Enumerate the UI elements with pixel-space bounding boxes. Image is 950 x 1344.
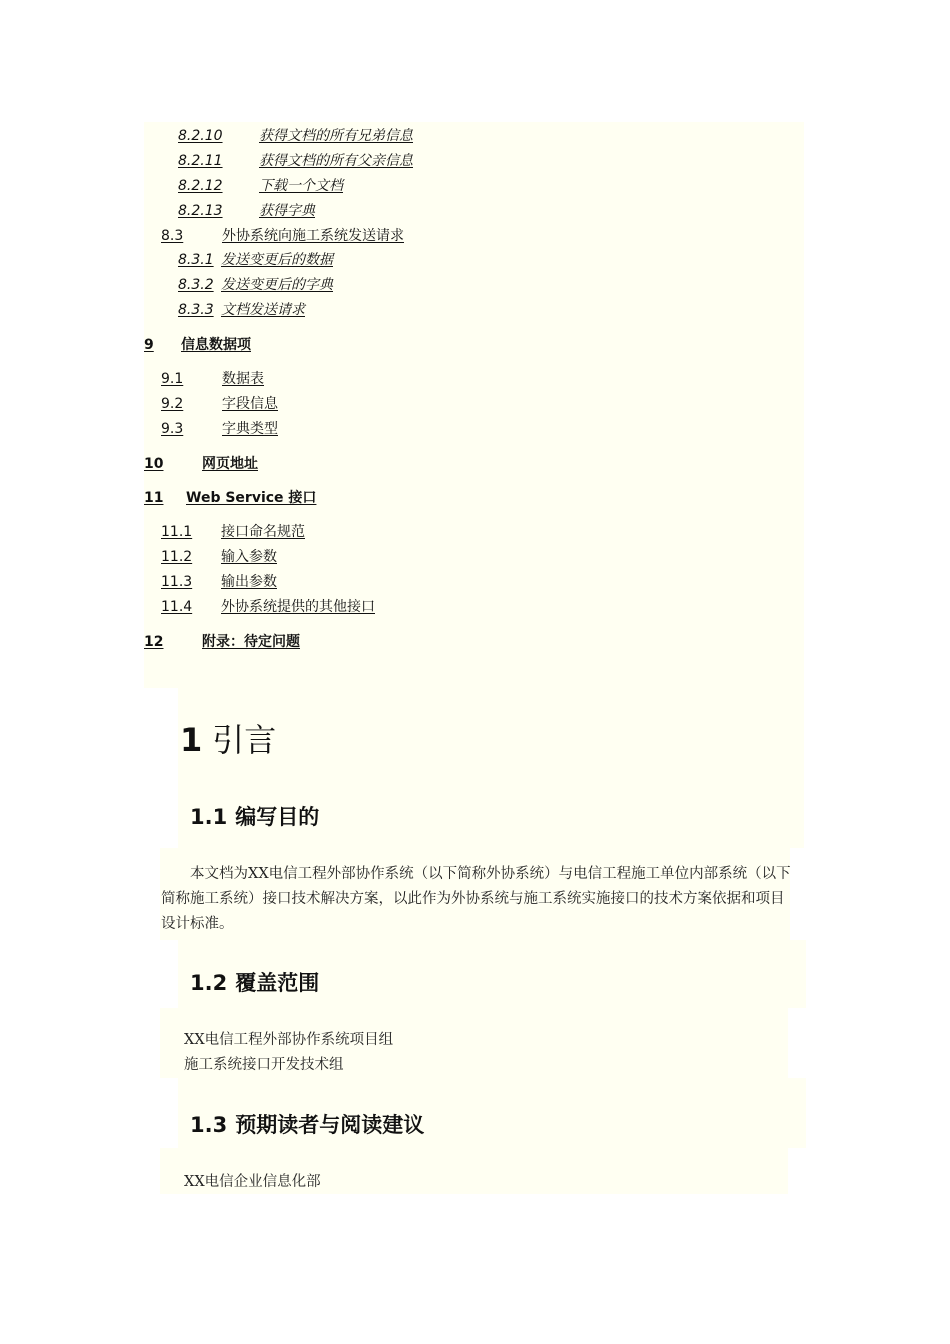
toc-entry-title: 接口命名规范 bbox=[221, 524, 305, 540]
heading-number: 1.1 bbox=[190, 805, 228, 829]
toc-entry-number: 8.2.11 bbox=[178, 153, 223, 169]
toc-entry-title: 文档发送请求 bbox=[221, 302, 305, 318]
toc-entry-number: 11.4 bbox=[161, 599, 193, 615]
toc-entry-title: 网页地址 bbox=[202, 456, 258, 472]
toc-entry-number: 8.3.3 bbox=[178, 302, 214, 318]
scope-line: 施工系统接口开发技术组 bbox=[184, 1057, 344, 1073]
purpose-paragraph bbox=[161, 862, 793, 937]
toc-entry-title: 外协系统向施工系统发送请求 bbox=[222, 228, 404, 244]
toc-entry-title: 输入参数 bbox=[221, 549, 277, 565]
toc-entry-number: 8.3.2 bbox=[178, 277, 214, 293]
toc-entry-number: 11.1 bbox=[161, 524, 193, 540]
toc-entry-number: 9.2 bbox=[161, 396, 184, 412]
toc-entry-title: 发送变更后的数据 bbox=[221, 252, 333, 268]
toc-entry-number: 8.2.12 bbox=[178, 178, 223, 194]
toc-entry-title: 发送变更后的字典 bbox=[221, 277, 333, 293]
heading-text: 引言 bbox=[212, 721, 277, 759]
toc-entry-number: 9 bbox=[144, 337, 154, 353]
section-heading bbox=[190, 1110, 424, 1140]
scope-list bbox=[184, 1028, 784, 1078]
toc-entry-title: Web Service 接口 bbox=[186, 490, 317, 506]
toc-entry-number: 8.2.13 bbox=[178, 203, 223, 219]
paragraph-text: 本文档为XX电信工程外部协作系统（以下简称外协系统）与电信工程施工单位内部系统（以下简称施工系统）接口技术解决方案，以此作为外协系统与施工系统实施接口的技术方案依据和项目设计标准。 bbox=[161, 866, 791, 932]
toc-entry-number: 9.3 bbox=[161, 421, 184, 437]
toc-entry-title: 信息数据项 bbox=[181, 337, 251, 353]
toc-entry-title: 附录：待定问题 bbox=[202, 634, 300, 650]
heading-number: 1.3 bbox=[190, 1113, 228, 1137]
section-heading bbox=[190, 968, 319, 998]
toc-entry-title: 输出参数 bbox=[221, 574, 277, 590]
toc-entry-number: 9.1 bbox=[161, 371, 184, 387]
heading-text: 编写目的 bbox=[235, 805, 320, 829]
toc-entry-number: 8.3 bbox=[161, 228, 184, 244]
heading-text: 预期读者与阅读建议 bbox=[235, 1113, 425, 1137]
toc-entry-number: 8.2.10 bbox=[178, 128, 223, 144]
toc-entry-number: 10 bbox=[144, 456, 164, 472]
toc-entry-title: 数据表 bbox=[222, 371, 264, 387]
toc-entry-title: 字典类型 bbox=[222, 421, 278, 437]
toc-entry-number: 8.3.1 bbox=[178, 252, 214, 268]
toc-entry-number: 11.2 bbox=[161, 549, 193, 565]
toc-entry-title: 获得文档的所有父亲信息 bbox=[259, 153, 413, 169]
toc-entry-number: 11 bbox=[144, 490, 164, 506]
toc-entry-title: 外协系统提供的其他接口 bbox=[221, 599, 375, 615]
readers-list bbox=[184, 1170, 784, 1195]
toc-entry-title: 获得字典 bbox=[259, 203, 315, 219]
heading-number: 1.2 bbox=[190, 971, 228, 995]
heading-text: 覆盖范围 bbox=[235, 971, 320, 995]
toc-entry-title: 字段信息 bbox=[222, 396, 278, 412]
section-heading bbox=[190, 802, 319, 832]
toc-entry-title: 获得文档的所有兄弟信息 bbox=[259, 128, 413, 144]
scope-line: XX电信工程外部协作系统项目组 bbox=[184, 1032, 394, 1048]
chapter-heading bbox=[180, 720, 276, 760]
toc-entry-number: 11.3 bbox=[161, 574, 193, 590]
reader-line: XX电信企业信息化部 bbox=[184, 1174, 321, 1190]
heading-number: 1 bbox=[180, 721, 203, 759]
toc-entry-number: 12 bbox=[144, 634, 164, 650]
toc-entry-title: 下载一个文档 bbox=[259, 178, 343, 194]
